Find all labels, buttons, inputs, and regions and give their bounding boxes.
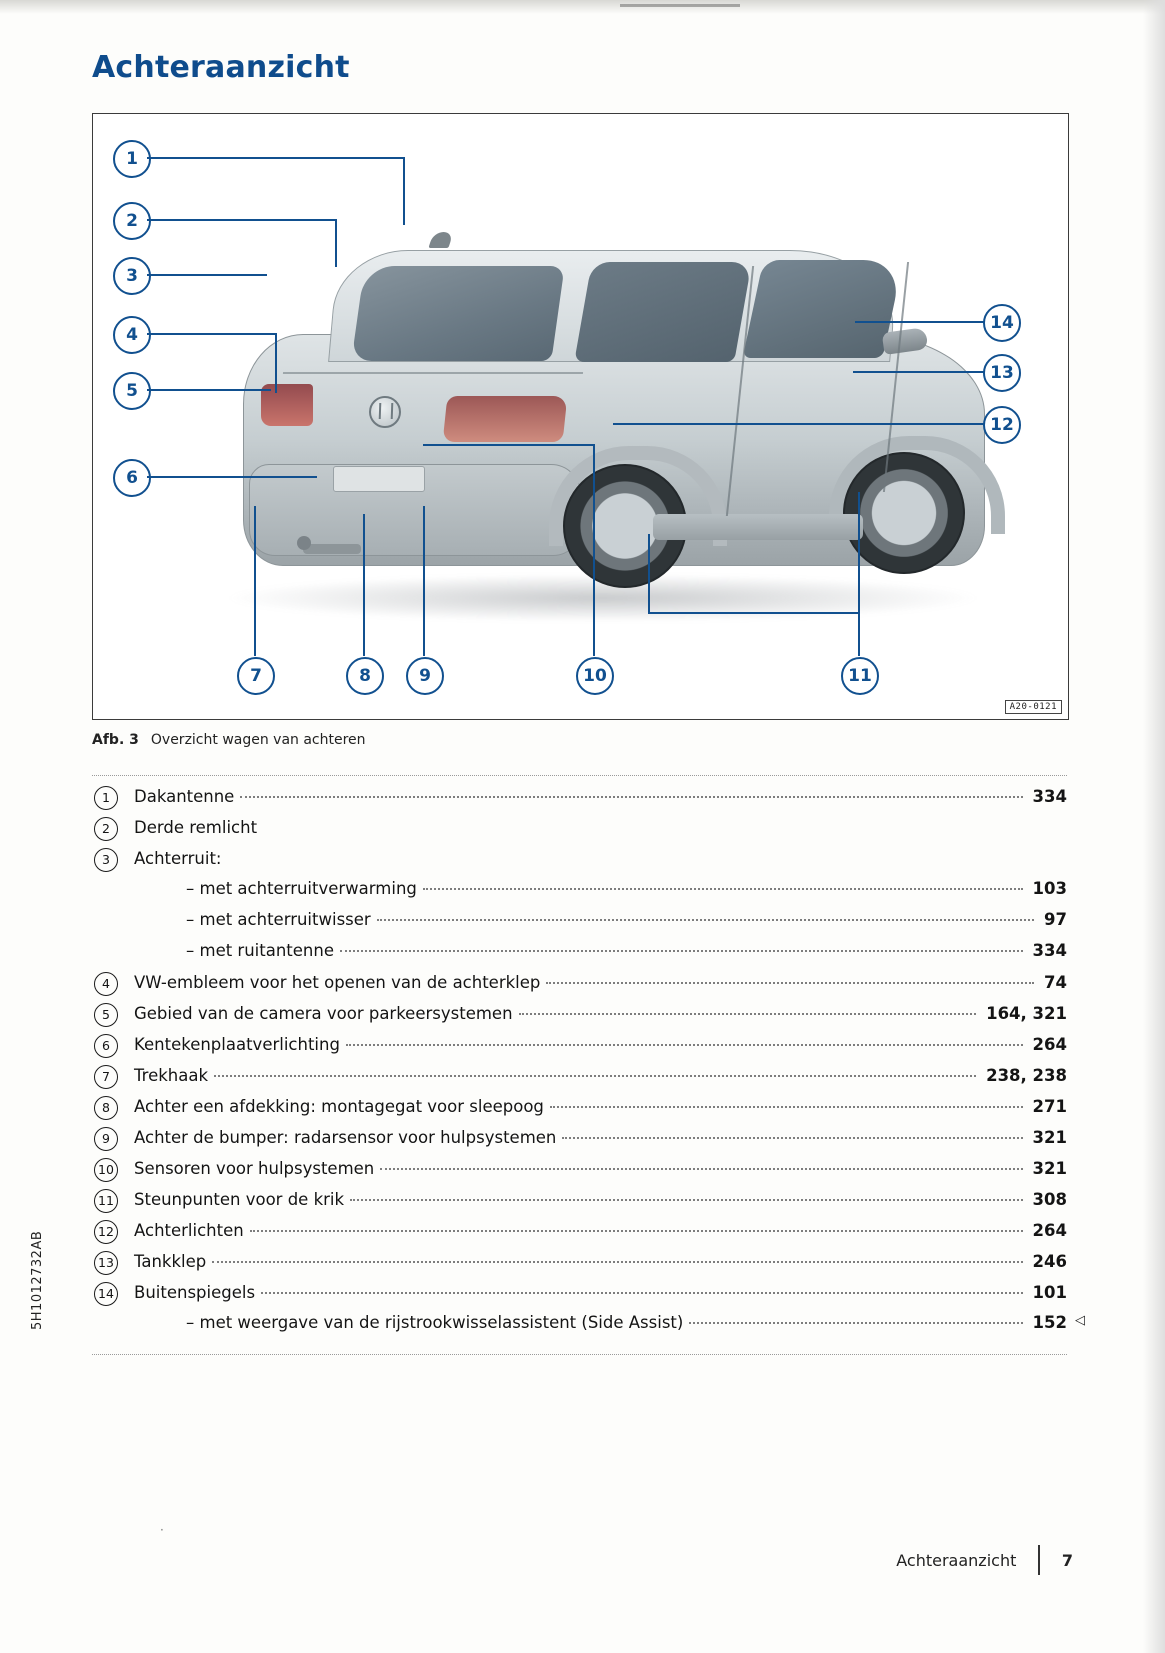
legend-label: – met achterruitverwarming	[186, 879, 417, 898]
legend-page: 264	[1032, 1034, 1067, 1054]
callout-6: 6	[113, 459, 151, 497]
leader-1-v	[403, 157, 405, 225]
legend-dots	[214, 1075, 976, 1077]
legend-label: Gebied van de camera voor parkeersystemen	[134, 1003, 513, 1023]
legend-label: Achter een afdekking: montagegat voor sleepoog	[134, 1096, 544, 1116]
legend-number-value: 2	[94, 817, 118, 841]
leader-9-v	[423, 506, 425, 656]
callout-1: 1	[113, 140, 151, 178]
vw-emblem	[369, 396, 401, 428]
front-wheel	[843, 452, 965, 574]
legend-number-value: 13	[94, 1251, 118, 1275]
callout-8: 8	[346, 657, 384, 695]
scan-edge-right	[1143, 0, 1165, 1653]
legend-page: 334	[1032, 941, 1067, 960]
legend-dots	[250, 1230, 1023, 1232]
scan-artifact	[620, 4, 740, 7]
legend-dots	[689, 1322, 1022, 1324]
list-item	[92, 1251, 1067, 1282]
legend-page: 152	[1032, 1313, 1067, 1332]
list-item	[92, 848, 1067, 879]
legend-number-value: 9	[94, 1127, 118, 1151]
legend-dots	[240, 796, 1022, 798]
legend-number-value: 6	[94, 1034, 118, 1058]
leader-8-v	[363, 514, 365, 656]
license-plate	[333, 466, 425, 492]
legend-page: 321	[1032, 1158, 1067, 1178]
legend-page: 308	[1032, 1189, 1067, 1209]
legend-page: 321	[1032, 1127, 1067, 1147]
legend-number-value: 4	[94, 972, 118, 996]
legend-number-value: 10	[94, 1158, 118, 1182]
legend-label: Steunpunten voor de krik	[134, 1189, 345, 1209]
figure-caption-label: Afb. 3	[92, 732, 139, 748]
section-end-mark: ◁	[1075, 1313, 1085, 1328]
leader-11-h	[648, 612, 860, 614]
page-title: Achteraanzicht	[92, 50, 350, 85]
leader-13-h	[853, 371, 985, 373]
legend-number	[92, 1096, 134, 1120]
legend-number	[92, 786, 134, 810]
legend-label: Achterruit:	[134, 848, 222, 868]
hatch-seam	[283, 372, 583, 374]
callout-2: 2	[113, 202, 151, 240]
list-item	[92, 941, 1067, 972]
callout-14: 14	[983, 304, 1021, 342]
legend-page: 271	[1032, 1096, 1067, 1116]
legend-number-value: 8	[94, 1096, 118, 1120]
figure-code: A20-0121	[1005, 700, 1062, 714]
callout-13: 13	[983, 354, 1021, 392]
front-side-window	[743, 260, 904, 358]
legend-dots	[377, 919, 1034, 921]
legend-dots	[562, 1137, 1022, 1139]
legend-label: Achterlichten	[134, 1220, 244, 1240]
legend-number	[92, 1282, 134, 1306]
rear-window-glass	[351, 266, 564, 361]
callout-7: 7	[237, 657, 275, 695]
side-sill	[653, 514, 863, 540]
figure-caption	[92, 732, 366, 748]
legend-label: – met ruitantenne	[186, 941, 334, 960]
legend-number	[92, 848, 134, 872]
callout-9: 9	[406, 657, 444, 695]
list-item	[92, 1158, 1067, 1189]
list-item	[92, 1127, 1067, 1158]
legend-number-value: 1	[94, 786, 118, 810]
leader-6-h	[147, 476, 317, 478]
legend-list	[92, 775, 1085, 1355]
legend-dots	[423, 888, 1023, 890]
roof-antenna	[428, 232, 453, 248]
list-item	[92, 1065, 1067, 1096]
leader-4-h	[147, 333, 277, 335]
legend-dots	[519, 1013, 977, 1015]
tail-light-right	[443, 396, 568, 442]
callout-11: 11	[841, 657, 879, 695]
legend-label: VW-embleem voor het openen van de achterklep	[134, 972, 541, 992]
legend-label: – met weergave van de rijstrookwisselassistent (Side Assist)	[186, 1313, 684, 1332]
legend-page: 101	[1032, 1282, 1067, 1302]
legend-dots	[550, 1106, 1023, 1108]
figure-caption-text: Overzicht wagen van achteren	[150, 732, 366, 748]
list-item	[92, 1220, 1067, 1251]
leader-1-h	[147, 157, 405, 159]
legend-dots	[350, 1199, 1022, 1201]
legend-page: 97	[1044, 910, 1067, 929]
leader-4-v	[275, 333, 277, 393]
rear-side-window	[574, 262, 752, 362]
legend-label: Kentekenplaatverlichting	[134, 1034, 340, 1054]
legend-number-value: 12	[94, 1220, 118, 1244]
legend-number-value: 14	[94, 1282, 118, 1306]
footer-chapter: Achteraanzicht	[896, 1550, 1017, 1570]
footer-divider	[1038, 1545, 1040, 1575]
legend-label: Tankklep	[134, 1251, 207, 1271]
list-item	[92, 910, 1067, 941]
legend-page: 164, 321	[986, 1003, 1067, 1023]
leader-5-h	[147, 389, 271, 391]
legend-number-value: 7	[94, 1065, 118, 1089]
page-footer	[896, 1545, 1073, 1575]
leader-11-v2	[648, 534, 650, 612]
list-item	[92, 1282, 1067, 1313]
callout-4: 4	[113, 316, 151, 354]
legend-number	[92, 1220, 134, 1244]
legend-dots	[340, 950, 1023, 952]
leader-10-v	[593, 444, 595, 656]
legend-label: Trekhaak	[134, 1065, 209, 1085]
legend-dots	[346, 1044, 1023, 1046]
leader-3-h	[147, 274, 267, 276]
scan-speck: ·	[160, 1523, 164, 1537]
legend-number	[92, 972, 134, 996]
legend-label: – met achterruitwisser	[186, 910, 371, 929]
list-item	[92, 1096, 1067, 1127]
legend-number	[92, 1158, 134, 1182]
callout-3: 3	[113, 257, 151, 295]
legend-page: 264	[1032, 1220, 1067, 1240]
legend-page: 103	[1032, 879, 1067, 898]
leader-14-h	[855, 321, 985, 323]
legend-page: 238, 238	[986, 1065, 1067, 1085]
legend-number	[92, 1034, 134, 1058]
list-item	[92, 879, 1067, 910]
leader-12-h	[613, 423, 985, 425]
legend-number	[92, 1251, 134, 1275]
leader-7-v	[254, 506, 256, 656]
legend-dots	[212, 1261, 1022, 1263]
leader-11-v	[858, 492, 860, 656]
legend-dots	[546, 982, 1034, 984]
legend-label: Achter de bumper: radarsensor voor hulpsystemen	[134, 1127, 557, 1147]
leader-10-h	[423, 444, 595, 446]
legend-number-value: 5	[94, 1003, 118, 1027]
leader-2-v	[335, 219, 337, 267]
legend-number	[92, 1189, 134, 1213]
legend-label: Buitenspiegels	[134, 1282, 256, 1302]
document-part-number: 5H1012732AB	[30, 1230, 45, 1330]
legend-dots	[380, 1168, 1022, 1170]
figure-rear-view	[92, 113, 1069, 720]
list-item	[92, 786, 1067, 817]
legend-number	[92, 1065, 134, 1089]
list-item	[92, 1003, 1067, 1034]
list-item	[92, 1313, 1085, 1344]
callout-12: 12	[983, 406, 1021, 444]
leader-2-h	[147, 219, 337, 221]
legend-label: Derde remlicht	[134, 817, 258, 837]
legend-page: 246	[1032, 1251, 1067, 1271]
legend-label: Dakantenne	[134, 786, 235, 806]
tow-hitch	[303, 544, 361, 554]
legend-number-value: 11	[94, 1189, 118, 1213]
legend-page: 334	[1032, 786, 1067, 806]
legend-page: 74	[1044, 972, 1067, 992]
legend-label: Sensoren voor hulpsystemen	[134, 1158, 375, 1178]
list-item	[92, 1034, 1067, 1065]
footer-page-number: 7	[1061, 1550, 1073, 1570]
legend-dots	[261, 1292, 1022, 1294]
legend-number	[92, 1127, 134, 1151]
legend-number	[92, 817, 134, 841]
list-item	[92, 972, 1067, 1003]
legend-number	[92, 1003, 134, 1027]
legend-number-value: 3	[94, 848, 118, 872]
list-item	[92, 817, 1067, 848]
callout-10: 10	[576, 657, 614, 695]
list-item	[92, 1189, 1067, 1220]
callout-5: 5	[113, 372, 151, 410]
scan-edge-top	[0, 0, 1165, 14]
